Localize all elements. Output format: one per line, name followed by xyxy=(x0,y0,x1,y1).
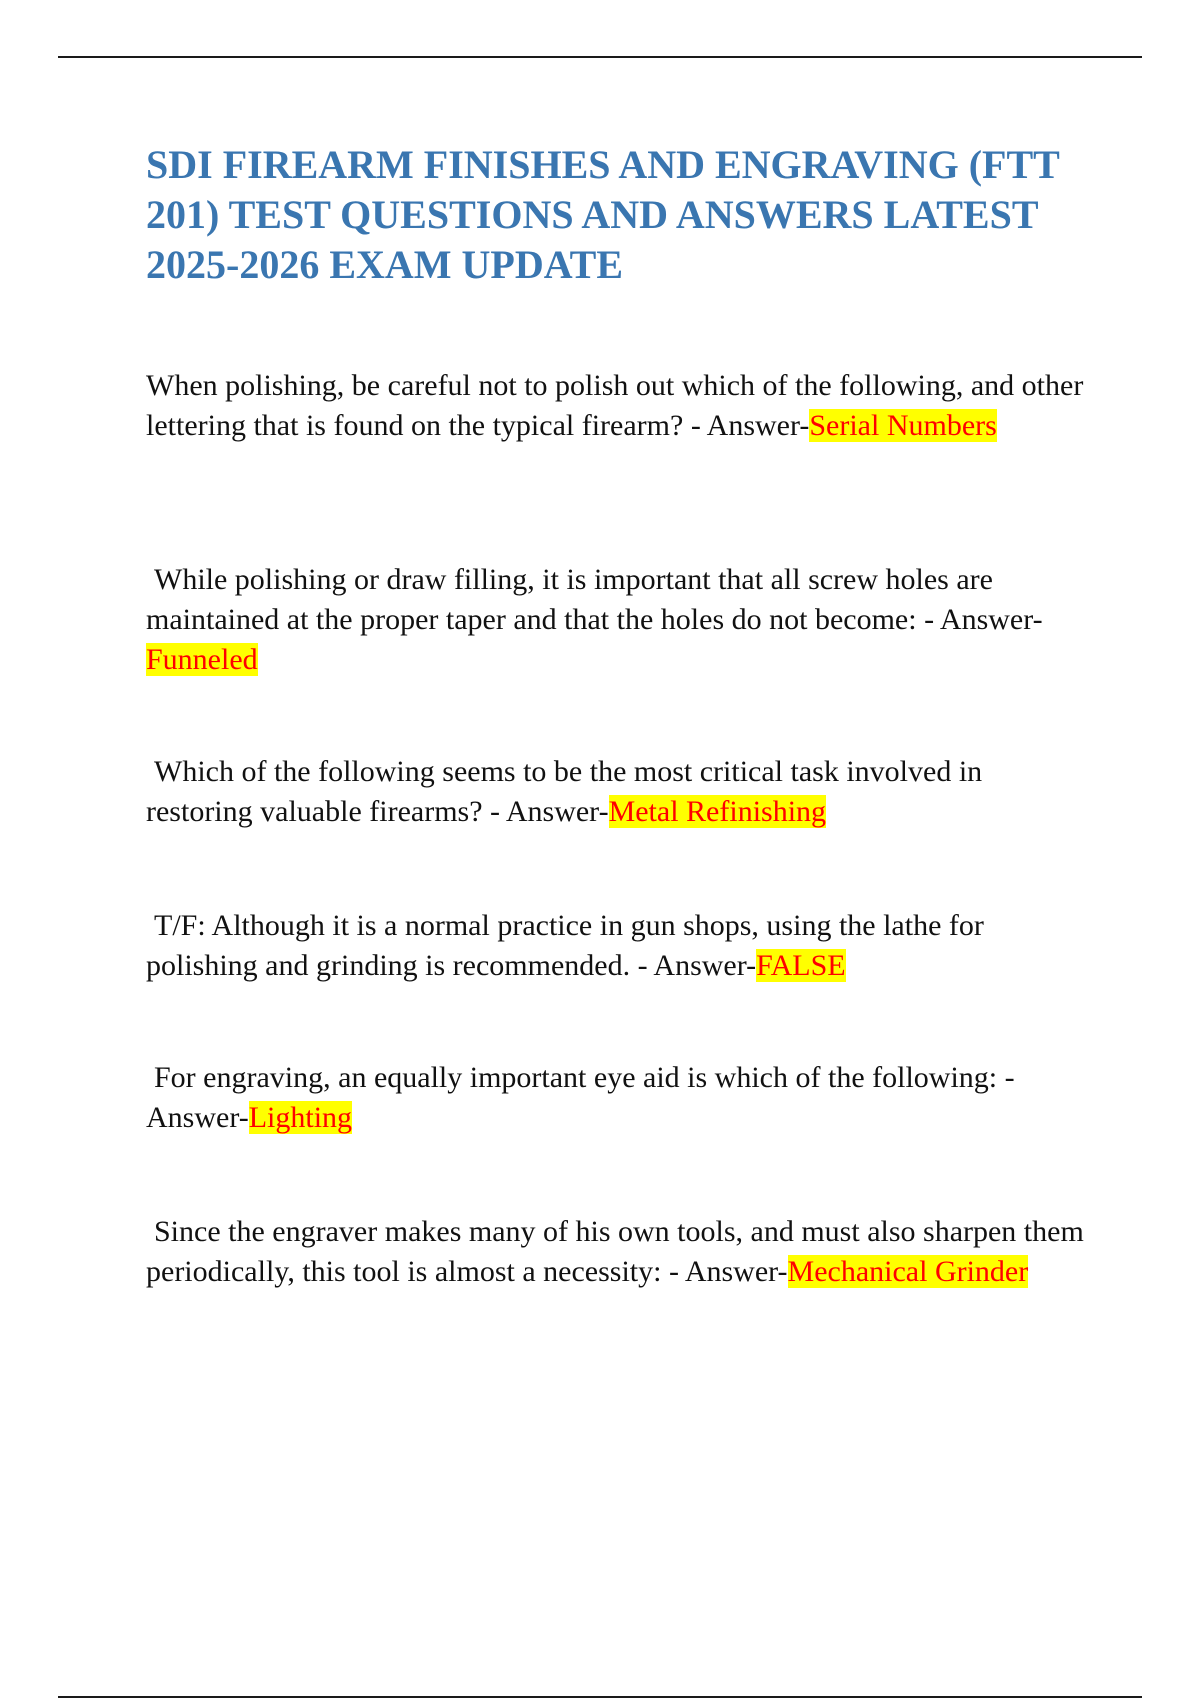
answer-prefix: Answer- xyxy=(505,795,609,828)
top-divider xyxy=(58,56,1142,58)
qa-item xyxy=(146,560,1086,680)
answer-highlight: Metal Refinishing xyxy=(608,795,827,828)
question-text: For engraving, an equally important eye aid is which of the following: - xyxy=(154,1061,1015,1094)
qa-item xyxy=(146,906,1086,986)
answer-prefix: Answer- xyxy=(939,603,1043,636)
answer-prefix: Answer- xyxy=(706,409,810,442)
qa-item xyxy=(146,752,1086,832)
question-text: When polishing, be careful not to polish out which of the following, and other lettering that is found on the typical firearm? - xyxy=(146,369,1084,442)
answer-highlight: FALSE xyxy=(756,949,846,982)
question-text: While polishing or draw filling, it is important that all screw holes are maintained at the proper taper and that the holes do not become: - xyxy=(146,563,993,636)
question-text: T/F: Although it is a normal practice in gun shops, using the lathe for polishing and grinding is recommended. - xyxy=(146,909,984,982)
answer-highlight: Mechanical Grinder xyxy=(787,1255,1029,1288)
answer-prefix: Answer- xyxy=(653,949,757,982)
answer-highlight: Lighting xyxy=(248,1101,353,1134)
qa-item xyxy=(146,1058,1086,1138)
answer-highlight: Serial Numbers xyxy=(809,409,997,442)
question-text: Since the engraver makes many of his own tools, and must also sharpen them periodically, this tool is almost a necessity: - xyxy=(146,1215,1084,1288)
answer-highlight: Funneled xyxy=(146,643,258,676)
qa-item xyxy=(146,1212,1086,1292)
qa-item xyxy=(146,366,1086,446)
bottom-divider xyxy=(58,1696,1142,1698)
answer-prefix: Answer- xyxy=(684,1255,788,1288)
question-text: Which of the following seems to be the most critical task involved in restoring valuable firearms? - xyxy=(146,755,983,828)
document-title: SDI FIREARM FINISHES AND ENGRAVING (FTT 201) TEST QUESTIONS AND ANSWERS LATEST 2025-2026 EXAM UPDATE xyxy=(146,142,1060,287)
answer-prefix: Answer- xyxy=(146,1101,249,1134)
